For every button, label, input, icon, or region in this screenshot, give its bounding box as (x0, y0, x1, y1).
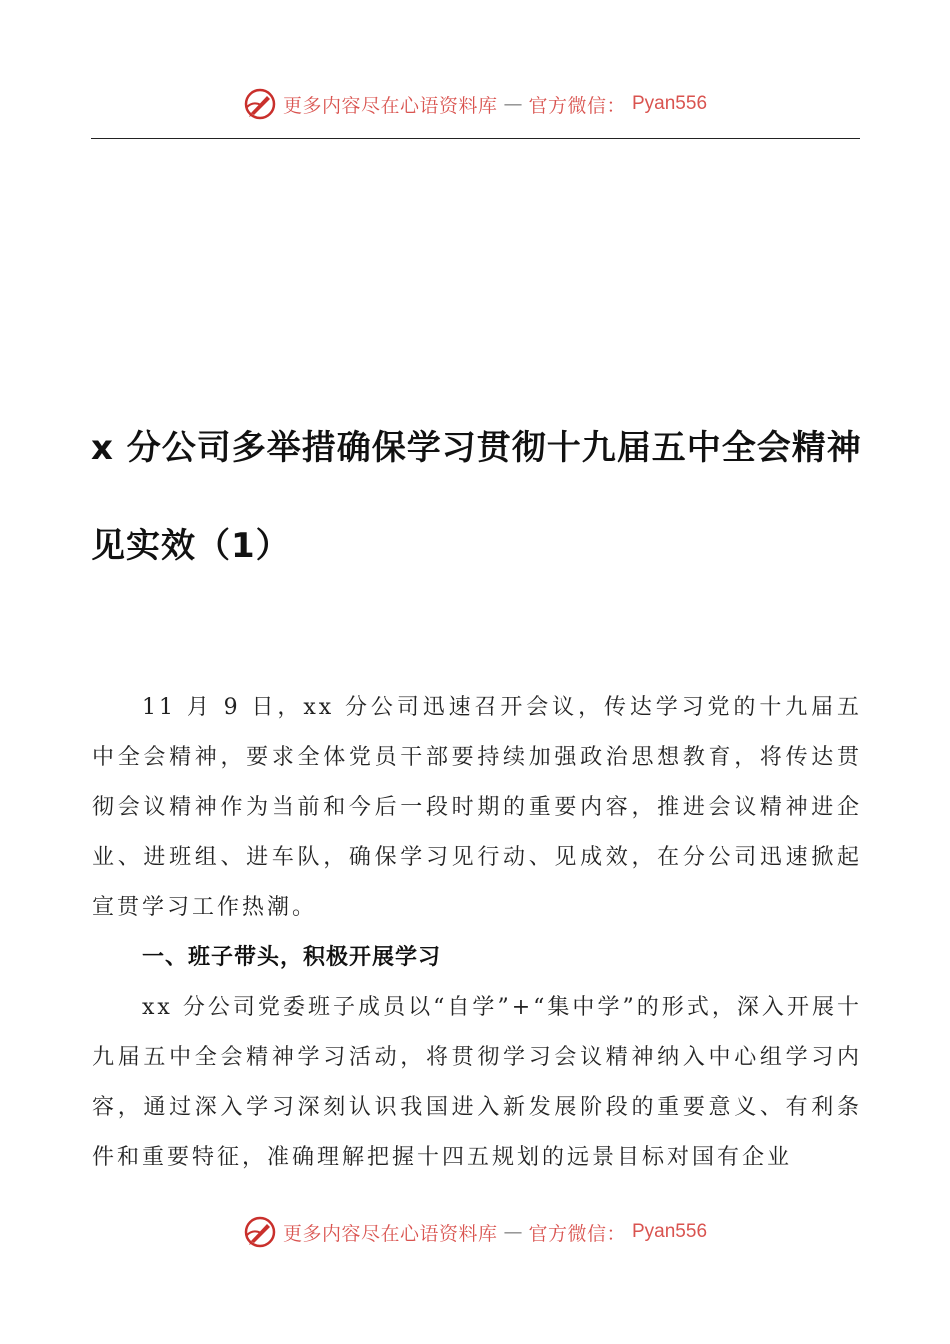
header-watermark (0, 84, 950, 124)
watermark-separator: — (503, 93, 523, 115)
quill-pen-logo-icon (243, 87, 277, 121)
document-body (92, 683, 862, 1183)
document-title-line-1: x 分公司多举措确保学习贯彻十九届五中全会精神 (91, 428, 862, 468)
watermark-text: 更多内容尽在心语资料库 (282, 1222, 498, 1245)
header-divider (91, 138, 860, 139)
watermark-separator: — (503, 1221, 523, 1243)
watermark-wechat-label: 官方微信： (528, 94, 626, 117)
section-heading-1: 一、班子带头，积极开展学习 (142, 945, 442, 970)
watermark-wechat-label: 官方微信： (528, 1222, 626, 1245)
footer-watermark (0, 1212, 950, 1252)
paragraph-2: xx 分公司党委班子成员以“自学”+“集中学”的形式，深入开展十九届五中全会精神学习活动，将贯彻学习会议精神纳入中心组学习内容，通过深入学习深刻认识我国进入新发展阶段的重要意义、有利条件和重要特征，准确理解把握十四五规划的远景目标对国有企业 (92, 995, 862, 1170)
quill-pen-logo-icon (243, 1215, 277, 1249)
paragraph-1: 11 月 9 日，xx 分公司迅速召开会议，传达学习党的十九届五中全会精神，要求全体党员干部要持续加强政治思想教育，将传达贯彻会议精神作为当前和今后一段时期的重要内容，推进会议精神进企业、进班组、进车队，确保学习见行动、见成效，在分公司迅速掀起宣贯学习工作热潮。 (92, 695, 862, 920)
watermark-wechat-id: Pyan556 (632, 1221, 708, 1242)
watermark-wechat-id: Pyan556 (632, 93, 708, 114)
document-title-line-2: 见实效（1） (91, 526, 291, 566)
watermark-text: 更多内容尽在心语资料库 (282, 94, 498, 117)
